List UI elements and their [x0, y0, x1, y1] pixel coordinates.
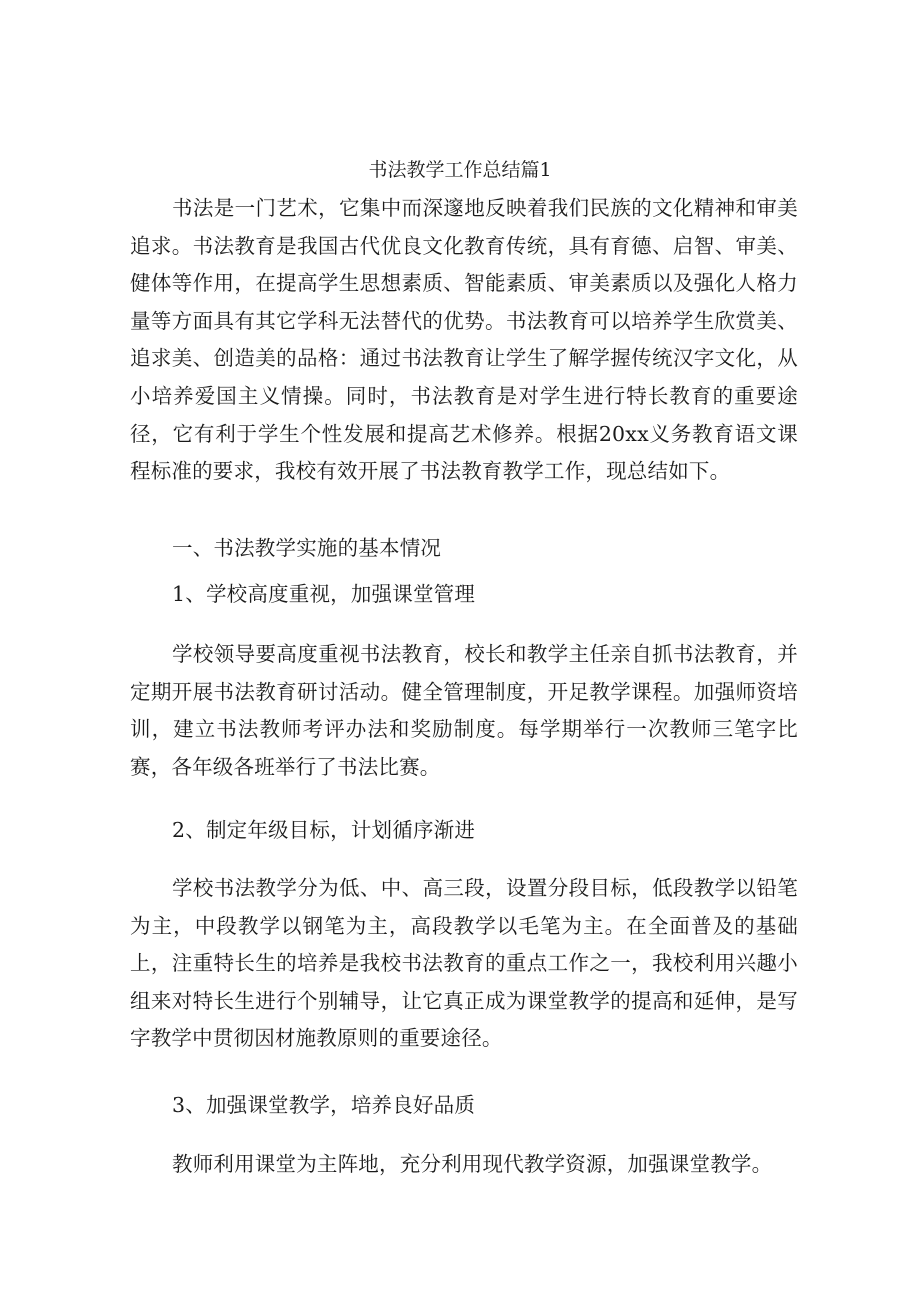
subheading-classroom-teaching: 3、加强课堂教学，培养良好品质 [172, 1093, 476, 1117]
document-title: 书法教学工作总结篇1 [368, 159, 552, 181]
subheading-grade-goals: 2、制定年级目标，计划循序渐进 [172, 818, 476, 842]
subheading-school-attention: 1、学校高度重视，加强课堂管理 [172, 582, 476, 606]
section-heading-basic-situation: 一、书法教学实施的基本情况 [172, 536, 442, 560]
intro-paragraph: 书法是一门艺术，它集中而深邃地反映着我们民族的文化精神和审美追求。书法教育是我国古代优良文化教育传统，具有育德、启智、审美、健体等作用，在提高学生思想素质、智能素质、审美素质以及强化人格力量等方面具有其它学科无法替代的优势。书法教育可以培养学生欣赏美、追求美、创造美的品格：通过书法教育让学生了解学握传统汉字文化，从小培养爱国主义情操。同时，书法教育是对学生进行特长教育的重要途径，它有利于学生个性发展和提高艺术修养。根据20xx义务教育语文课程标准的要求，我校有效开展了书法教育教学工作，现总结如下。 [130, 196, 798, 484]
paragraph-grade-goals: 学校书法教学分为低、中、高三段，设置分段目标，低段教学以铅笔为主，中段教学以钢笔为主，高段教学以毛笔为主。在全面普及的基础上，注重特长生的培养是我校书法教育的重点工作之一，我校利用兴趣小组来对特长生进行个别辅导，让它真正成为课堂教学的提高和延伸，是写字教学中贯彻因材施教原则的重要途径。 [130, 876, 798, 1051]
paragraph-school-attention: 学校领导要高度重视书法教育，校长和教学主任亲自抓书法教育，并定期开展书法教育研讨活动。健全管理制度，开足教学课程。加强师资培训，建立书法教师考评办法和奖励制度。每学期举行一次教师三笔字比赛，各年级各班举行了书法比赛。 [130, 642, 798, 779]
paragraph-classroom-teaching: 教师利用课堂为主阵地，充分利用现代教学资源，加强课堂教学。 [172, 1152, 773, 1176]
